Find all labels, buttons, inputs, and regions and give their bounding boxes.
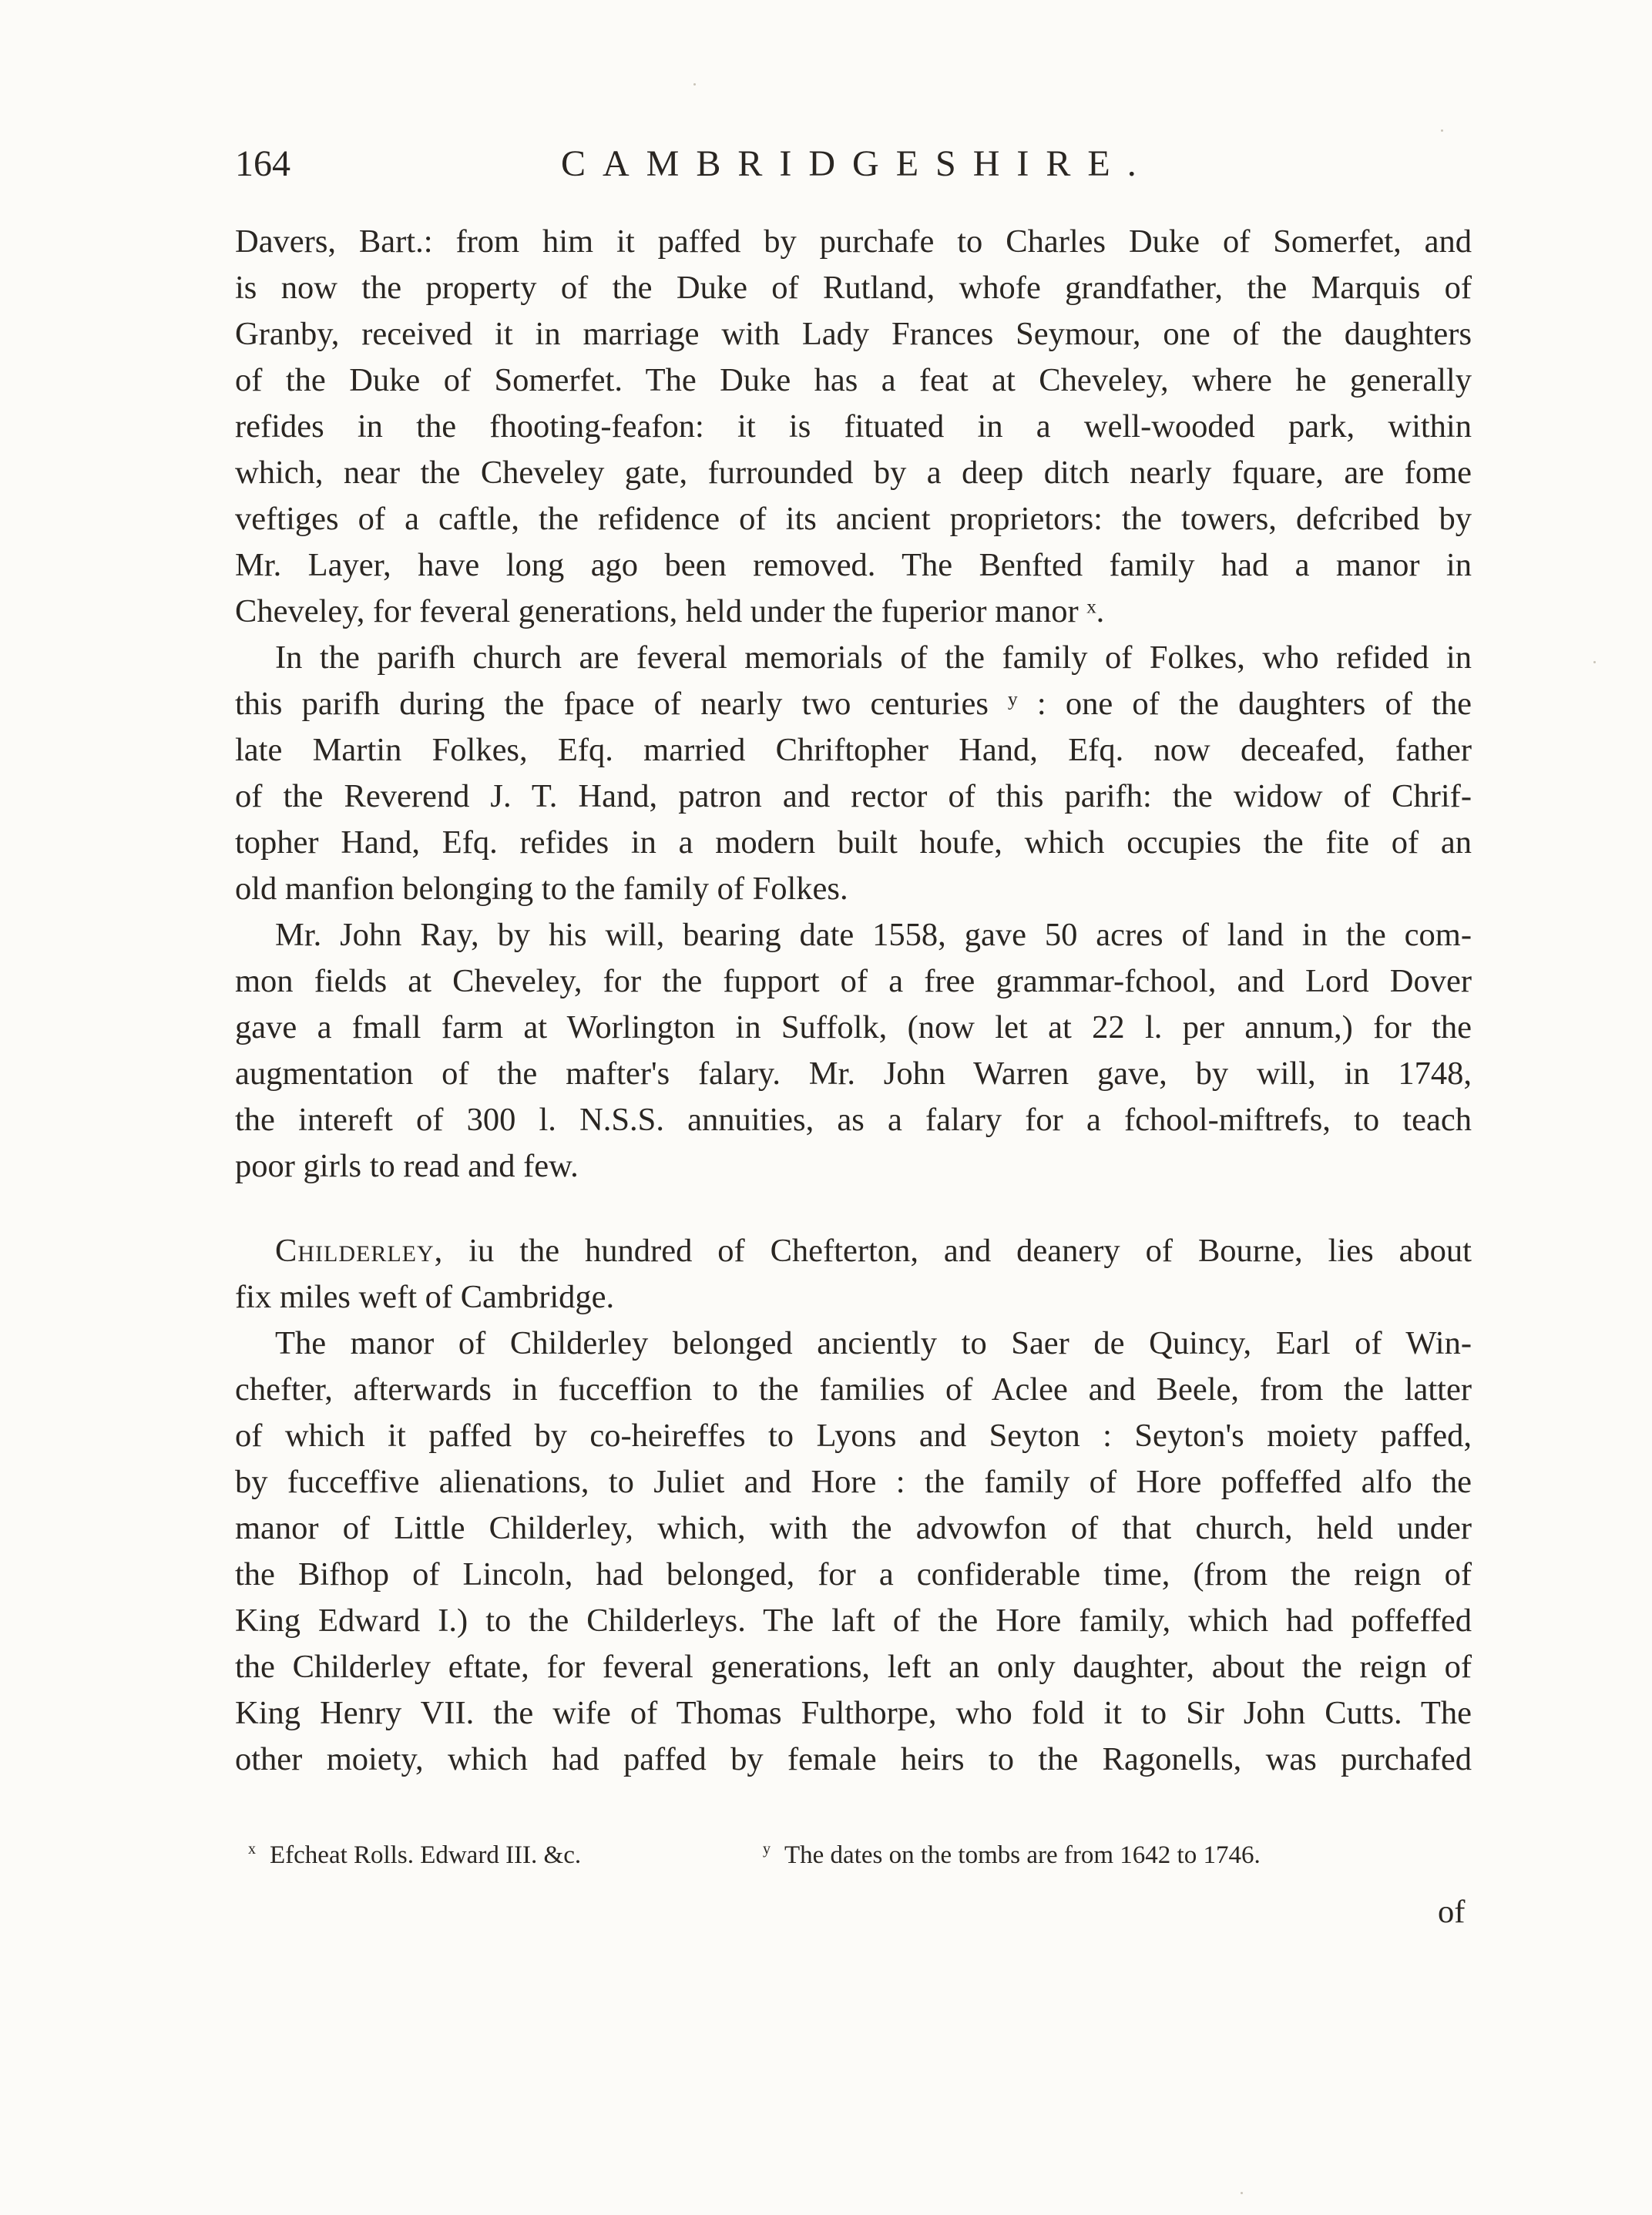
running-head: CAMBRIDGESHIRE. xyxy=(561,143,1153,184)
text-line: of the Duke of Somerfet. The Duke has a feat at Cheveley, where he generally xyxy=(235,362,1472,398)
footnote-mark: y xyxy=(763,1841,771,1858)
place-heading: Childerley, xyxy=(275,1233,444,1269)
text-line: late Martin Folkes, Efq. married Chriftopher Hand, Efq. now deceafed, father xyxy=(235,732,1472,768)
text-line: In the parifh church are feveral memorials of the family of Folkes, who refided in xyxy=(275,639,1472,676)
paper-fleck xyxy=(1241,2192,1243,2194)
text-line: King Henry VII. the wife of Thomas Fulthorpe, who fold it to Sir John Cutts. The xyxy=(235,1695,1472,1731)
text-line: fix miles weft of Cambridge. xyxy=(235,1279,615,1315)
text-line: other moiety, which had paffed by female heirs to the Ragonells, was purchafed xyxy=(235,1741,1472,1777)
text-line: King Edward I.) to the Childerleys. The laft of the Hore family, which had poffeffed xyxy=(235,1603,1472,1639)
page-number: 164 xyxy=(235,143,290,184)
body-text xyxy=(235,219,1472,1783)
text-line: topher Hand, Efq. refides in a modern built houfe, which occupies the fite of an xyxy=(235,824,1472,861)
footnote-mark: x xyxy=(248,1841,256,1858)
footnote xyxy=(763,1834,1261,1871)
text-line: old manfion belonging to the family of Folkes. xyxy=(235,871,848,907)
text-line: chefter, afterwards in fucceffion to the families of Aclee and Beele, from the latter xyxy=(235,1371,1472,1408)
text-line: the intereft of 300 l. N.S.S. annuities, as a falary for a fchool-miftrefs, to teach xyxy=(235,1102,1472,1138)
text-line: the Childerley eftate, for feveral generations, left an only daughter, about the reign of xyxy=(235,1649,1472,1685)
text-line: Cheveley, for feveral generations, held under the fuperior manor ˣ. xyxy=(235,593,1105,629)
text-line xyxy=(235,1228,1472,1274)
text-line: Davers, Bart.: from him it paffed by purchafe to Charles Duke of Somerfet, and xyxy=(235,223,1472,260)
text-line: by fucceffive alienations, to Juliet and Hore : the family of Hore poffeffed alfo the xyxy=(235,1464,1472,1500)
text-line: is now the property of the Duke of Rutland, whofe grandfather, the Marquis of xyxy=(235,270,1472,306)
footnote-text: The dates on the tombs are from 1642 to 1746. xyxy=(784,1841,1261,1869)
paper-fleck xyxy=(1441,129,1443,132)
paper-fleck xyxy=(1593,661,1596,663)
text-line: veftiges of a caftle, the refidence of its ancient proprietors: the towers, defcribed by xyxy=(235,501,1472,537)
text-line: this parifh during the fpace of nearly two centuries ʸ : one of the daughters of the xyxy=(235,686,1472,722)
text-line: Mr. Layer, have long ago been removed. The Benfted family had a manor in xyxy=(235,547,1472,583)
text-line: poor girls to read and few. xyxy=(235,1148,579,1184)
text-line-rest: iu the hundred of Chefterton, and deanery of Bourne, lies about xyxy=(443,1233,1472,1269)
text-line: Mr. John Ray, by his will, bearing date 1558, gave 50 acres of land in the com- xyxy=(275,917,1472,953)
catchword: of xyxy=(1438,1894,1466,1930)
text-line: the Bifhop of Lincoln, had belonged, for a confiderable time, (from the reign of xyxy=(235,1556,1472,1592)
paper-fleck xyxy=(693,83,696,86)
text-line: of which it paffed by co-heireffes to Lyons and Seyton : Seyton's moiety paffed, xyxy=(235,1418,1472,1454)
text-line: refides in the fhooting-feafon: it is fituated in a well-wooded park, within xyxy=(235,408,1472,445)
text-line: mon fields at Cheveley, for the fupport of a free grammar-fchool, and Lord Dover xyxy=(235,963,1472,999)
text-line: manor of Little Childerley, which, with the advowfon of that church, held under xyxy=(235,1510,1472,1546)
text-line: of the Reverend J. T. Hand, patron and rector of this parifh: the widow of Chrif- xyxy=(235,778,1472,814)
text-line: Granby, received it in marriage with Lady Frances Seymour, one of the daughters xyxy=(235,316,1472,352)
text-line: augmentation of the mafter's falary. Mr. John Warren gave, by will, in 1748, xyxy=(235,1055,1472,1092)
footnote xyxy=(248,1834,581,1871)
footnote-text: Efcheat Rolls. Edward III. &c. xyxy=(270,1841,582,1869)
text-line: gave a fmall farm at Worlington in Suffolk, (now let at 22 l. per annum,) for the xyxy=(235,1009,1472,1045)
text-line: which, near the Cheveley gate, furrounded by a deep ditch nearly fquare, are fome xyxy=(235,455,1472,491)
text-line: The manor of Childerley belonged anciently to Saer de Quincy, Earl of Win- xyxy=(275,1325,1472,1361)
